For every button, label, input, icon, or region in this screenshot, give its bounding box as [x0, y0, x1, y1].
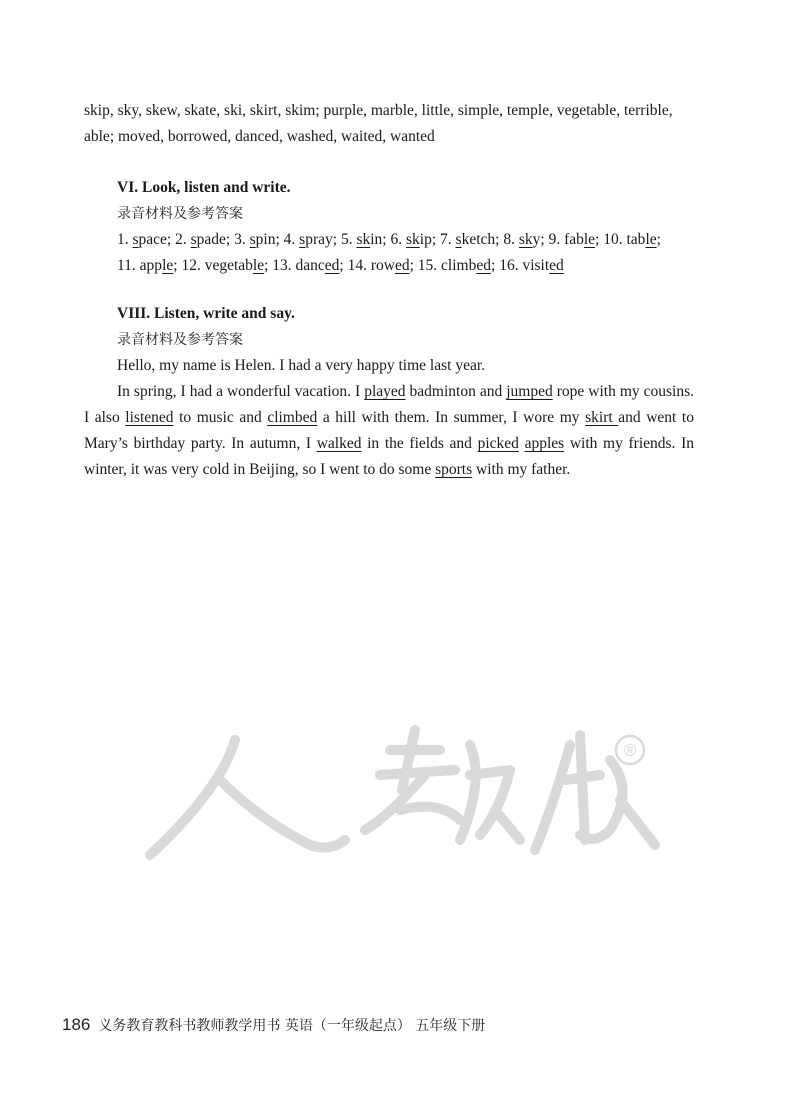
answer-text: 15. climb	[417, 257, 477, 274]
paragraph-text: a hill with them. In summer, I wore my	[317, 409, 586, 426]
section-viii-heading: VIII. Listen, write and say.	[117, 305, 295, 322]
registered-mark: ®	[623, 741, 637, 760]
answer-text-rest: pin;	[255, 231, 284, 248]
paragraph-text: with my father.	[472, 461, 571, 478]
answer-text-rest: ;	[339, 257, 348, 274]
answer-line-2	[84, 253, 694, 279]
answer-item	[418, 257, 499, 274]
answer-text-rest: ketch;	[461, 231, 504, 248]
answer-item	[181, 257, 272, 274]
answer-text: 7.	[440, 231, 456, 248]
answer-underlined-letters: ed	[549, 257, 564, 274]
answer-line-1	[84, 227, 694, 253]
answer-text-rest: ;	[409, 257, 418, 274]
section-viii-subheading: 录音材料及参考答案	[117, 332, 243, 348]
page-footer	[62, 1015, 485, 1035]
underlined-verb: played	[364, 383, 406, 400]
word-list-line-2: able; moved, borrowed, danced, washed, waited, wanted	[84, 128, 435, 145]
answer-text: 10. tab	[603, 231, 646, 248]
underlined-verb: picked	[477, 435, 519, 452]
section-viii	[84, 301, 694, 483]
section-viii-intro: Hello, my name is Helen. I had a very happy time last year.	[117, 357, 486, 374]
section-vi-heading: VI. Look, listen and write.	[117, 179, 291, 196]
section-vi-subheading: 录音材料及参考答案	[117, 206, 243, 222]
section-viii-paragraph	[84, 379, 694, 483]
answer-text-rest: pray;	[305, 231, 341, 248]
answer-text-rest: pace;	[138, 231, 176, 248]
paragraph-text: and went to Mary’s birthday party. In autumn, I	[84, 409, 694, 452]
answer-text-rest: ;	[173, 257, 182, 274]
answer-underlined-letters: ed	[324, 257, 340, 274]
answer-text: 5.	[340, 231, 357, 248]
answer-text-rest: in;	[370, 231, 391, 248]
answer-text: 11. app	[117, 257, 163, 274]
answer-text-rest: ;	[595, 231, 604, 248]
answer-underlined-letters: sk	[518, 231, 533, 248]
page-number: 186	[62, 1015, 91, 1034]
answer-item	[284, 231, 341, 248]
answer-text: 3.	[234, 231, 250, 248]
answer-underlined-letters: s	[455, 231, 462, 248]
answer-text: 6.	[390, 231, 406, 248]
answer-underlined-letters: sk	[356, 231, 371, 248]
book-title: 义务教育教科书教师教学用书 英语（一年级起点） 五年级下册	[98, 1018, 486, 1034]
answer-underlined-letters: ed	[476, 257, 491, 274]
answer-text-rest: ;	[656, 231, 661, 248]
answer-text-rest: ;	[264, 257, 273, 274]
paragraph-text: in the fields and	[361, 435, 478, 452]
underlined-verb: apples	[524, 435, 565, 452]
answer-item	[272, 257, 347, 274]
answer-text-rest: ;	[491, 257, 500, 274]
answer-item	[549, 231, 604, 248]
answer-item	[234, 231, 284, 248]
answer-item	[341, 231, 391, 248]
answer-text: 8.	[503, 231, 519, 248]
paragraph-text: badminton and	[405, 383, 507, 400]
answer-text: 1.	[117, 231, 133, 248]
answer-text: 13. danc	[272, 257, 325, 274]
paragraph-text: to music and	[173, 409, 268, 426]
section-vi	[84, 175, 694, 279]
answer-text: 2.	[175, 231, 191, 248]
answer-text-rest: pade;	[196, 231, 235, 248]
paragraph-text: with my friends. In winter, it was very cold in Beijing, so I went to do some	[84, 435, 694, 478]
word-list	[84, 98, 694, 150]
underlined-verb: jumped	[506, 383, 553, 400]
answer-underlined-letters: le	[583, 231, 596, 248]
answer-item	[391, 231, 441, 248]
paragraph-text: rope with my cousins. I also	[84, 383, 694, 426]
answer-underlined-letters: ed	[394, 257, 410, 274]
answer-underlined-letters: le	[252, 257, 265, 274]
publisher-watermark-logo	[140, 720, 660, 870]
answer-item	[503, 231, 548, 248]
answer-text-rest: ip;	[419, 231, 441, 248]
answer-text: 4.	[283, 231, 300, 248]
answer-text: 9. fab	[548, 231, 584, 248]
answer-text: 14. row	[347, 257, 395, 274]
answer-item	[348, 257, 418, 274]
underlined-verb: listened	[125, 409, 174, 426]
answer-text: 16. visit	[499, 257, 550, 274]
underlined-verb: sports	[435, 461, 473, 478]
underlined-verb: climbed	[267, 409, 318, 426]
word-list-line-1: skip, sky, skew, skate, ski, skirt, skim; purple, marble, little, simple, temple, vegetable, terrible,	[84, 102, 673, 119]
answer-item	[117, 257, 181, 274]
answer-item	[499, 257, 564, 274]
answer-underlined-letters: s	[299, 231, 306, 248]
answer-underlined-letters: s	[249, 231, 256, 248]
answer-item	[175, 231, 234, 248]
answer-underlined-letters: s	[190, 231, 197, 248]
answer-underlined-letters: le	[162, 257, 174, 274]
answer-underlined-letters: sk	[406, 231, 420, 248]
answer-item	[603, 231, 661, 248]
answer-underlined-letters: le	[645, 231, 657, 248]
answer-text-rest: y;	[532, 231, 549, 248]
answer-item	[440, 231, 503, 248]
answer-underlined-letters: s	[132, 231, 139, 248]
answer-item	[117, 231, 175, 248]
paragraph-text: In spring, I had a wonderful vacation. I	[117, 383, 365, 400]
underlined-verb: skirt	[585, 409, 619, 426]
answer-text: 12. vegetab	[181, 257, 253, 274]
underlined-verb: walked	[316, 435, 362, 452]
